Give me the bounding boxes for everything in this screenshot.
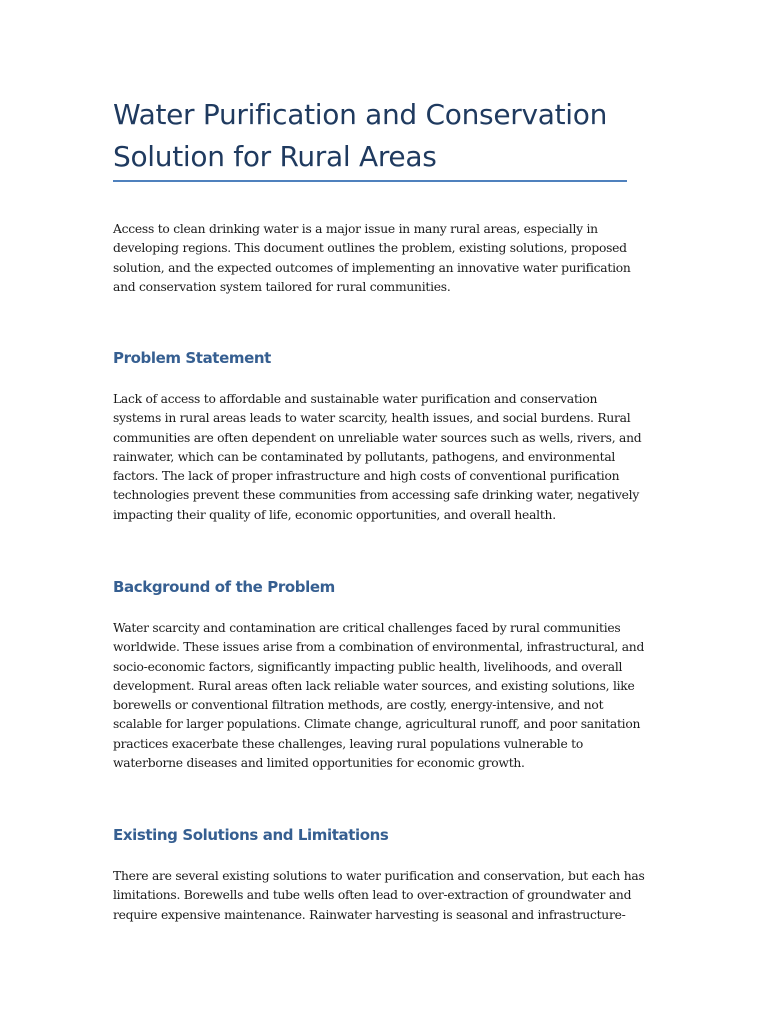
section-body-existing-solutions: There are several existing solutions to water purification and conservation, but each has limitations. Borewells and tube wells often lead to over-extraction of groundwater and require expensive maintenance. Rainwater harvesting is seasonal and infrastructure- (113, 869, 645, 922)
section-heading-problem-statement: Problem Statement (113, 349, 271, 367)
title-underline-rule (113, 180, 627, 182)
section-heading-background: Background of the Problem (113, 578, 335, 596)
document-title: Water Purification and Conservation Solution for Rural Areas (113, 98, 608, 173)
section-body-problem-statement: Lack of access to affordable and sustainable water purification and conservation systems in rural areas leads to water scarcity, health issues, and social burdens. Rural communities are often dependent on unreliable water sources such as wells, rivers, and rainwater, which can be contaminated by pollutants, pathogens, and environmental factors. The lack of proper infrastructure and high costs of conventional purification technologies prevent these communities from accessing safe drinking water, negatively impacting their quality of life, economic opportunities, and overall health. (113, 392, 642, 522)
intro-paragraph: Access to clean drinking water is a major issue in many rural areas, especially in developing regions. This document outlines the problem, existing solutions, proposed solution, and the expected outcomes of implementing an innovative water purification and conservation system tailored for rural communities. (113, 222, 631, 294)
section-body-background: Water scarcity and contamination are critical challenges faced by rural communities worldwide. These issues arise from a combination of environmental, infrastructural, and socio-economic factors, significantly impacting public health, livelihoods, and overall development. Rural areas often lack reliable water sources, and existing solutions, like borewells or conventional filtration methods, are costly, energy-intensive, and not scalable for larger populations. Climate change, agricultural runoff, and poor sanitation practices exacerbate these challenges, leaving rural populations vulnerable to waterborne diseases and limited opportunities for economic growth. (113, 621, 645, 771)
section-heading-existing-solutions: Existing Solutions and Limitations (113, 826, 389, 844)
